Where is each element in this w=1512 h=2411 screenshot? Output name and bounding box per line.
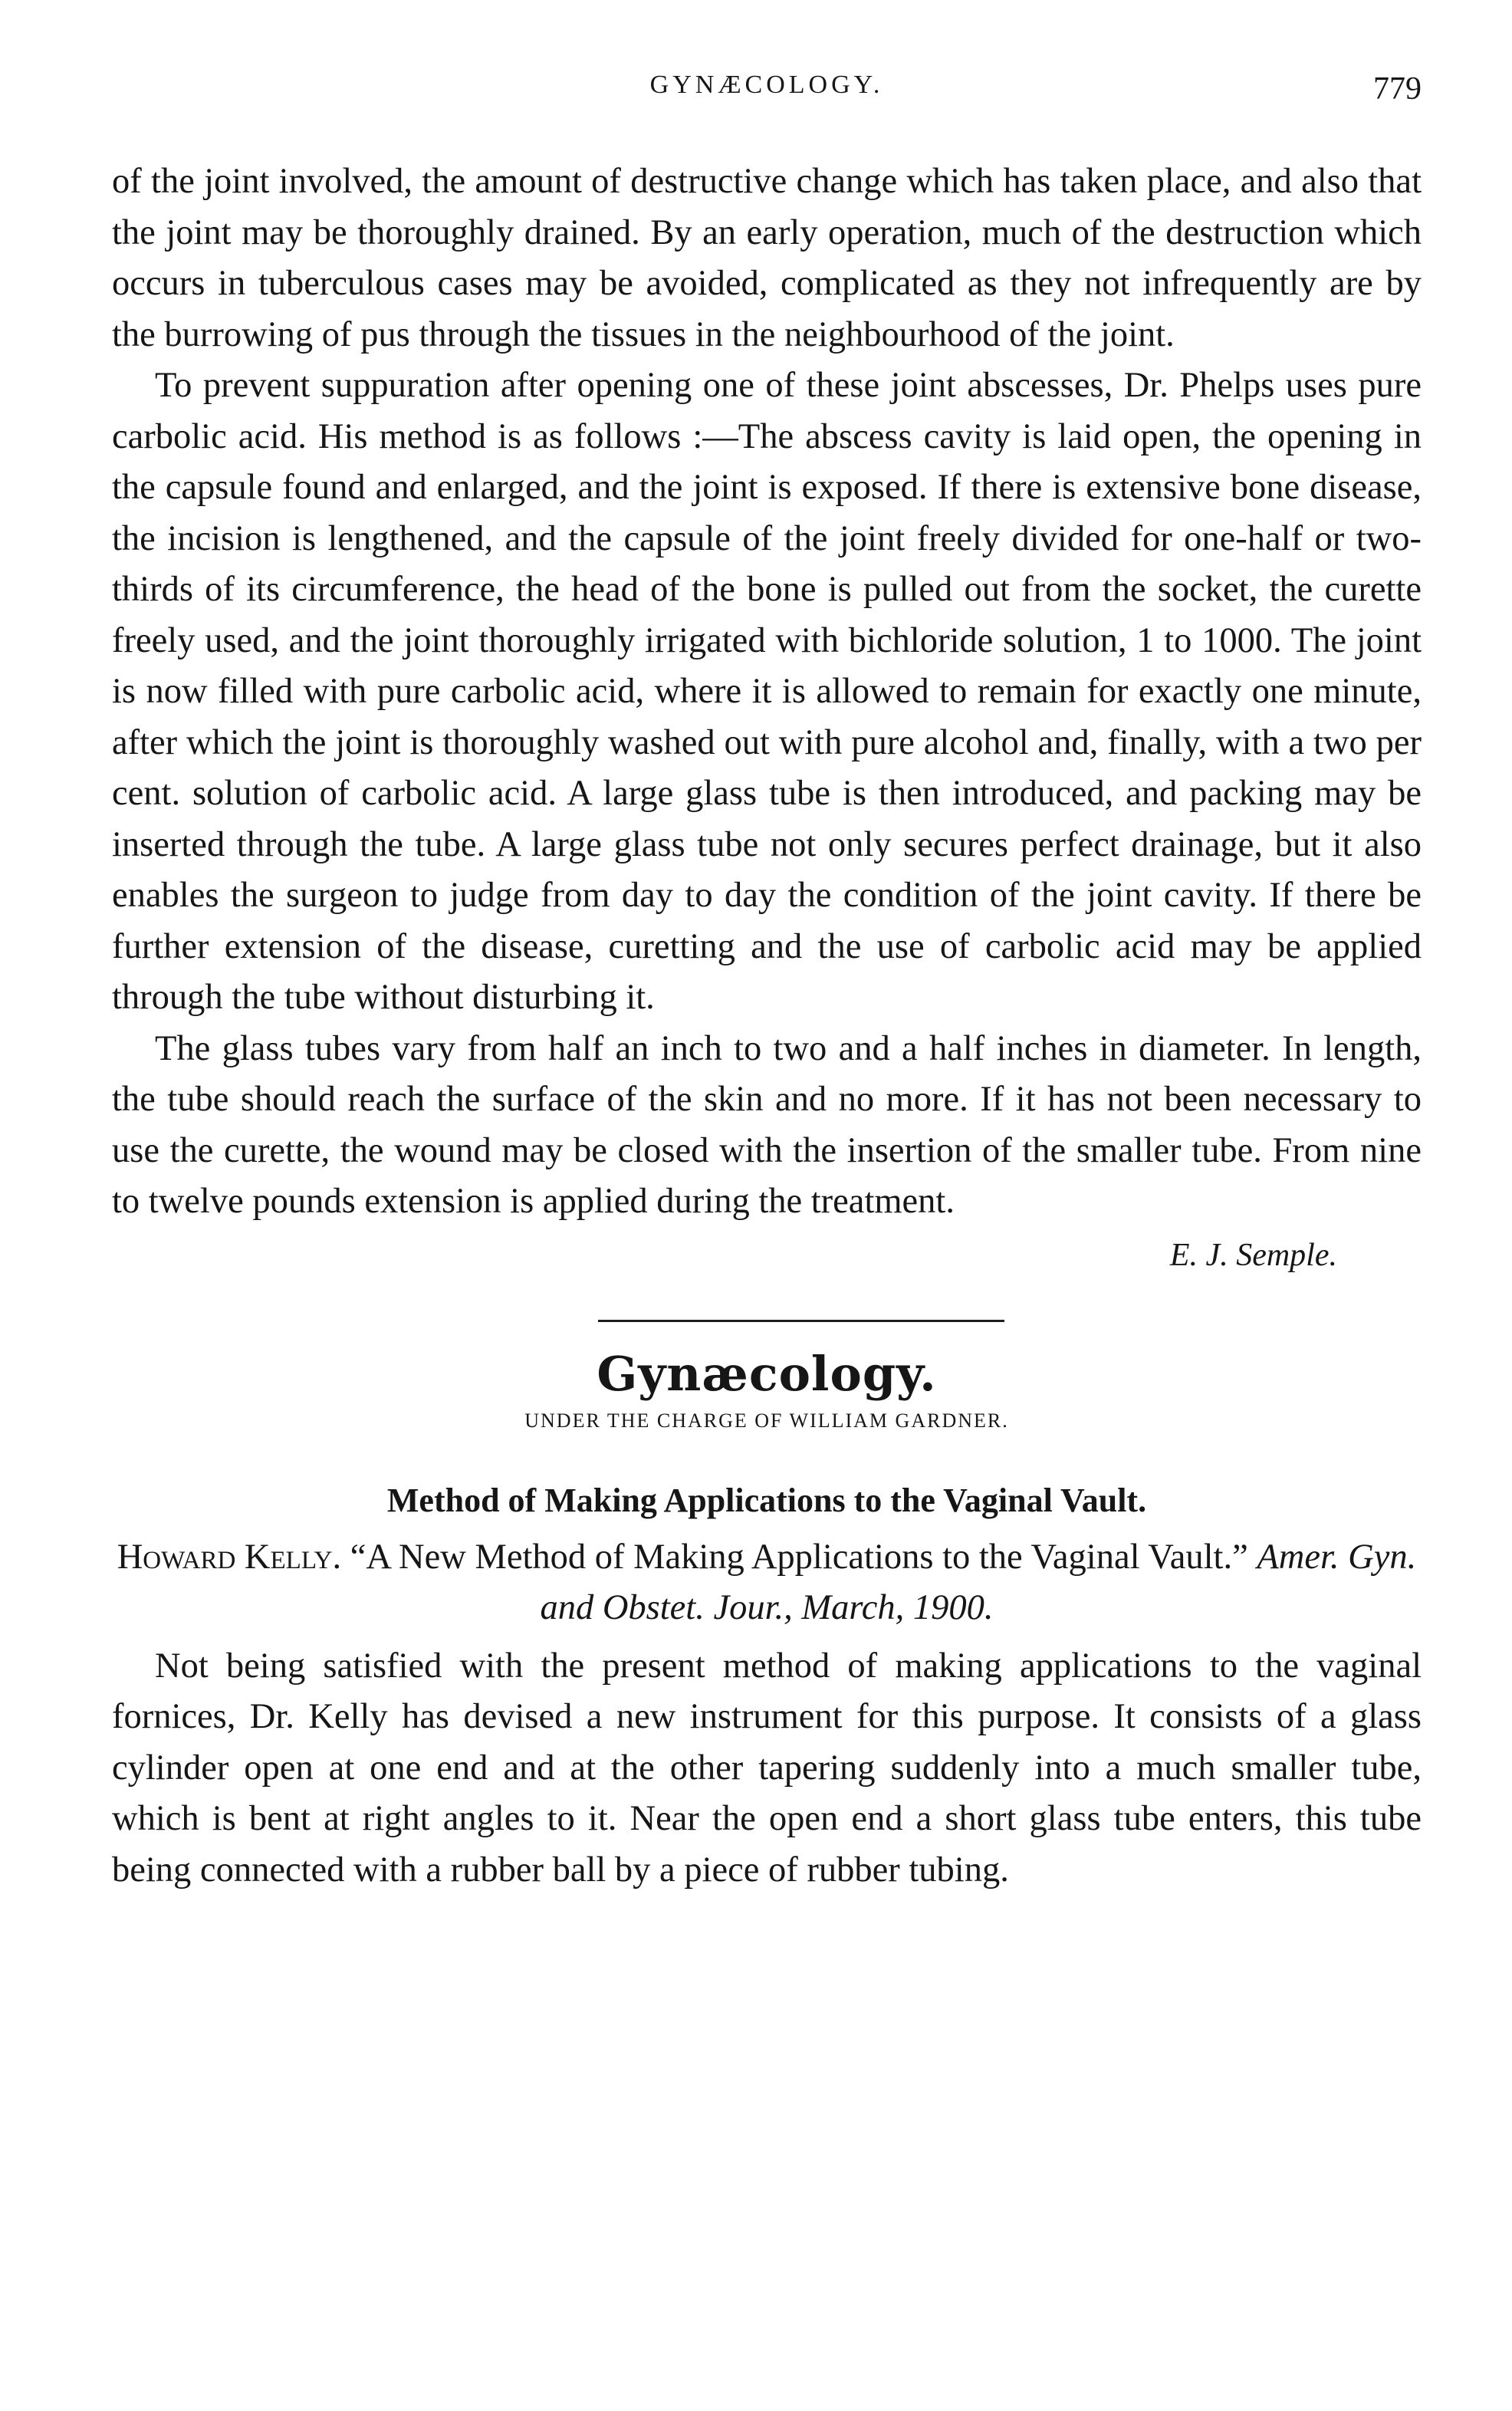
paragraph-continuation: of the joint involved, the amount of destructive change which has taken place, and also that the joint may be thoroughly drained. By an early operation, much of the destruction which occurs in tuberculous cases may be avoided, complicated as they not infrequently are by the burrowing of pus through the tissues in the neighbourhood of the joint. xyxy=(112,162,1422,354)
paragraph-glass-tubes: The glass tubes vary from half an inch to two and a half inches in diameter. In length, the tube should reach the surface of the skin and no more. If it has not been necessary to use the curette, the wound may be closed with the insertion of the smaller tube. From nine to twelve pounds extension is applied during the treatment. xyxy=(112,1028,1422,1221)
citation-title: “A New Method of Making Applications to the Vaginal Vault.” xyxy=(350,1537,1248,1577)
citation-journal: Amer. Gyn. and Obstet. Jour., March, 1900. xyxy=(540,1537,1417,1627)
page-number: 779 xyxy=(1373,71,1422,107)
article-paragraph: Not being satisfied with the present method of making applications to the vaginal fornices, Dr. Kelly has devised a new instrument for this purpose. It consists of a glass cylinder open at one end and at the other tapering suddenly into a much smaller tube, which is bent at right angles to it. Near the open end a short glass tube enters, this tube being connected with a rubber ball by a piece of rubber tubing. xyxy=(112,1646,1422,1890)
article-citation xyxy=(112,1532,1422,1633)
section-heading: Gynæcology. xyxy=(597,1345,937,1402)
previous-article-conclusion xyxy=(112,156,1422,1280)
section-divider xyxy=(598,1320,1004,1322)
paragraph-phelps-method: To prevent suppuration after opening one of these joint abscesses, Dr. Phelps uses pure carbolic acid. His method is as follows :—The abscess cavity is laid open, the opening in the capsule found and enlarged, and the joint is exposed. If there is extensive bone disease, the incision is lengthened, and the capsule of the joint freely divided for one-half or two-thirds of its circumference, the head of the bone is pulled out from the socket, the curette freely used, and the joint thoroughly irrigated with bichloride solution, 1 to 1000. The joint is now filled with pure carbolic acid, where it is allowed to remain for exactly one minute, after which the joint is thoroughly washed out with pure alcohol and, finally, with a two per cent. solution of carbolic acid. A large glass tube is then introduced, and packing may be inserted through the tube. A large glass tube not only secures perfect drainage, but it also enables the surgeon to judge from day to day the condition of the joint cavity. If there be further extension of the disease, curetting and the use of carbolic acid may be applied through the tube without disturbing it. xyxy=(112,366,1422,1017)
running-head-title: GYNÆCOLOGY. xyxy=(649,71,884,99)
book-page xyxy=(112,71,1422,1896)
author-signature: E. J. Semple. xyxy=(1169,1237,1337,1273)
running-header xyxy=(112,71,1422,113)
citation-author: Howard Kelly. xyxy=(117,1537,342,1577)
article-body xyxy=(112,1641,1422,1896)
article-title: Method of Making Applications to the Vaginal Vault. xyxy=(386,1481,1147,1519)
section-editor-line: UNDER THE CHARGE OF WILLIAM GARDNER. xyxy=(524,1409,1009,1432)
